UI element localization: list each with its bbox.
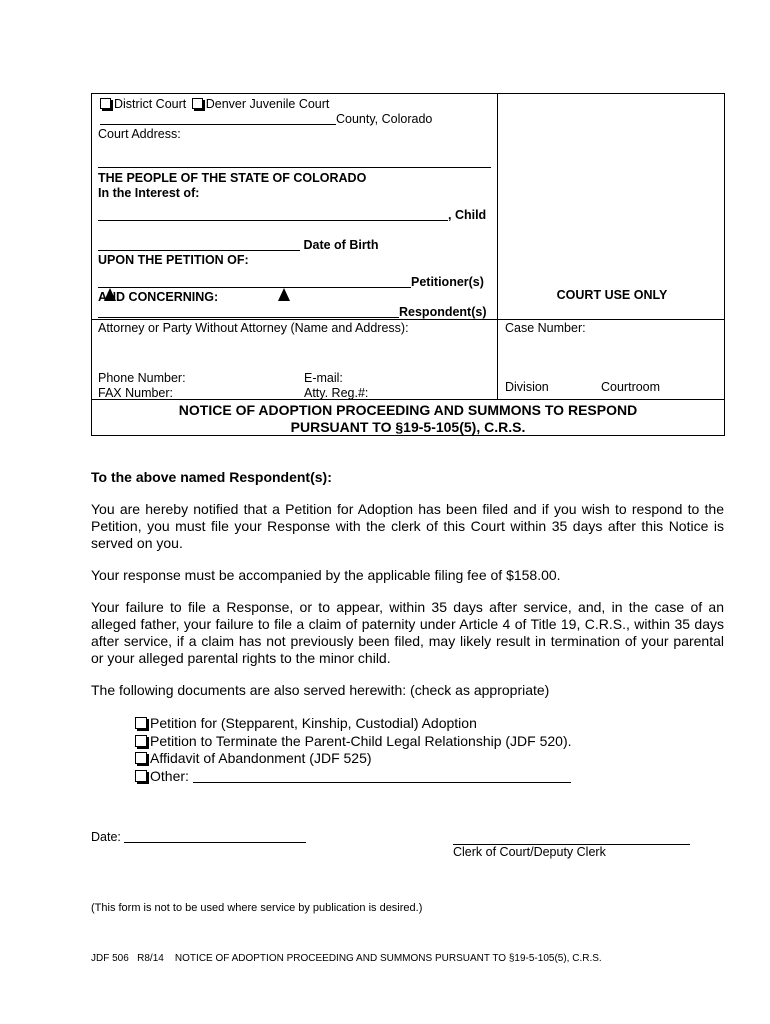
triangle-marker-left <box>104 288 116 301</box>
dob-blank[interactable] <box>98 238 300 251</box>
petitioner-line: Petitioner(s) <box>98 275 484 290</box>
case-number-label: Case Number: <box>505 321 586 335</box>
division-label: Division <box>505 380 549 394</box>
atty-reg-label: Atty. Reg.#: <box>304 386 369 400</box>
document-item: Affidavit of Abandonment (JDF 525) <box>135 750 572 768</box>
county-blank[interactable] <box>100 112 336 125</box>
interest-label: In the Interest of: <box>98 186 200 200</box>
clerk-label: Clerk of Court/Deputy Clerk <box>453 845 606 859</box>
dob-line: Date of Birth <box>98 238 378 253</box>
concerning-label: AND CONCERNING: <box>98 290 219 304</box>
form-title: NOTICE OF ADOPTION PROCEEDING AND SUMMONS TO RESPOND PURSUANT TO §19-5-105(5), C.R.S. <box>178 402 638 435</box>
fax-label: FAX Number: <box>98 386 174 400</box>
respondent-blank[interactable] <box>98 305 399 318</box>
juvenile-court-checkbox[interactable] <box>192 98 203 109</box>
phone-label: Phone Number: <box>98 371 186 385</box>
court-use-only: COURT USE ONLY <box>556 288 668 302</box>
publication-note: (This form is not to be used where service by publication is desired.) <box>91 902 423 914</box>
form-footer: JDF 506 R8/14 NOTICE OF ADOPTION PROCEEDING AND SUMMONS PURSUANT TO §19-5-105(5), C.R.S. <box>91 953 602 964</box>
paragraph-notice: You are hereby notified that a Petition for Adoption has been filed and if you wish to respond to the Petition, you must file your Response with the clerk of this Court within 35 days after this Notice is served on you. <box>91 501 724 551</box>
attorney-label: Attorney or Party Without Attorney (Name and Address): <box>98 321 409 335</box>
date-blank[interactable] <box>124 830 306 843</box>
court-address-label: Court Address: <box>98 127 181 141</box>
documents-list <box>135 715 572 785</box>
court-selector: District Court Denver Juvenile Court <box>100 97 329 112</box>
child-name-blank[interactable] <box>98 208 448 221</box>
document-checkbox-other[interactable] <box>135 770 147 782</box>
district-court-checkbox[interactable] <box>100 98 111 109</box>
petitioner-blank[interactable] <box>98 275 411 288</box>
triangle-marker-right <box>278 288 290 301</box>
respondent-line: Respondent(s) <box>98 305 487 320</box>
date-line: Date: <box>91 830 306 845</box>
document-item: Petition for (Stepparent, Kinship, Custodial) Adoption <box>135 715 572 733</box>
paragraph-failure: Your failure to file a Response, or to appear, within 35 days after service, and, in the case of an alleged father, your failure to file a claim of paternity under Article 4 of Title 19, C.R.S., within 35 days after service, if a claim has not previously been filed, may likely result in termination of your parental or your alleged parental rights to the minor child. <box>91 599 724 666</box>
caption-divider <box>497 94 498 399</box>
court-address-line[interactable] <box>98 167 491 168</box>
courtroom-label: Courtroom <box>601 380 661 394</box>
other-blank[interactable] <box>193 769 571 783</box>
document-item: Other: <box>135 768 572 786</box>
document-checkbox-affidavit[interactable] <box>135 752 147 764</box>
petition-label: UPON THE PETITION OF: <box>98 253 249 267</box>
document-checkbox-terminate[interactable] <box>135 735 147 747</box>
email-label: E-mail: <box>304 371 343 385</box>
paragraph-documents: The following documents are also served herewith: (check as appropriate) <box>91 682 550 698</box>
paragraph-fee: Your response must be accompanied by the applicable filing fee of $158.00. <box>91 567 561 583</box>
child-line: , Child <box>98 208 486 223</box>
salutation: To the above named Respondent(s): <box>91 469 332 485</box>
title-rule <box>92 399 724 400</box>
county-line: County, Colorado <box>100 112 432 127</box>
document-checkbox-adoption[interactable] <box>135 717 147 729</box>
document-item: Petition to Terminate the Parent-Child Legal Relationship (JDF 520). <box>135 733 572 751</box>
people-label: THE PEOPLE OF THE STATE OF COLORADO <box>98 171 367 185</box>
caption-box <box>91 93 725 436</box>
